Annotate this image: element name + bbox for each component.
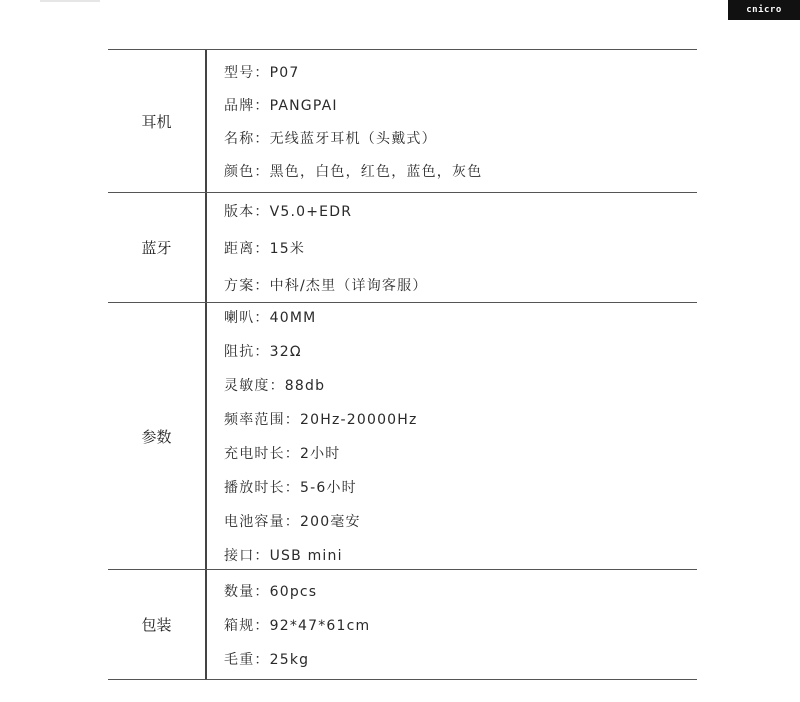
- spec-item-speaker: 喇叭：40MM: [224, 310, 317, 326]
- spec-item-carton-size: 箱规：92*47*61cm: [224, 617, 371, 634]
- spec-list: [207, 193, 697, 302]
- spec-section-packaging: [108, 570, 697, 680]
- spec-item-battery: 电池容量：200毫安: [224, 514, 361, 530]
- spec-item-port: 接口：USB mini: [224, 548, 343, 564]
- spec-item-impedance: 阻抗：32Ω: [224, 344, 302, 360]
- spec-item-colors: 颜色：黑色，白色，红色，蓝色，灰色: [224, 163, 483, 180]
- spec-item-quantity: 数量：60pcs: [224, 583, 318, 600]
- top-left-mark: [40, 0, 100, 2]
- spec-section-bluetooth: [108, 193, 697, 303]
- category-label: 参数: [108, 303, 207, 569]
- spec-list: [207, 570, 697, 679]
- brand-logo: cnicro: [728, 0, 800, 20]
- spec-item-charge-time: 充电时长：2小时: [224, 446, 341, 462]
- category-label: 耳机: [108, 50, 207, 192]
- spec-item-name: 名称：无线蓝牙耳机（头戴式）: [224, 130, 437, 147]
- spec-item-brand: 品牌：PANGPAI: [224, 97, 338, 114]
- spec-table: [108, 49, 697, 680]
- spec-item-frequency: 频率范围：20Hz-20000Hz: [224, 412, 418, 428]
- spec-list: [207, 303, 697, 569]
- spec-item-version: 版本：V5.0+EDR: [224, 203, 353, 220]
- spec-item-range: 距离：15米: [224, 240, 306, 257]
- category-label: 包装: [108, 570, 207, 679]
- spec-item-chipset: 方案：中科/杰里（详询客服）: [224, 277, 428, 294]
- spec-section-earphone: [108, 50, 697, 193]
- spec-list: [207, 50, 697, 192]
- spec-section-parameters: [108, 303, 697, 570]
- category-label: 蓝牙: [108, 193, 207, 302]
- spec-item-gross-weight: 毛重：25kg: [224, 651, 310, 668]
- spec-item-sensitivity: 灵敏度：88db: [224, 378, 326, 394]
- spec-item-play-time: 播放时长：5-6小时: [224, 480, 357, 496]
- spec-item-model: 型号：P07: [224, 64, 300, 81]
